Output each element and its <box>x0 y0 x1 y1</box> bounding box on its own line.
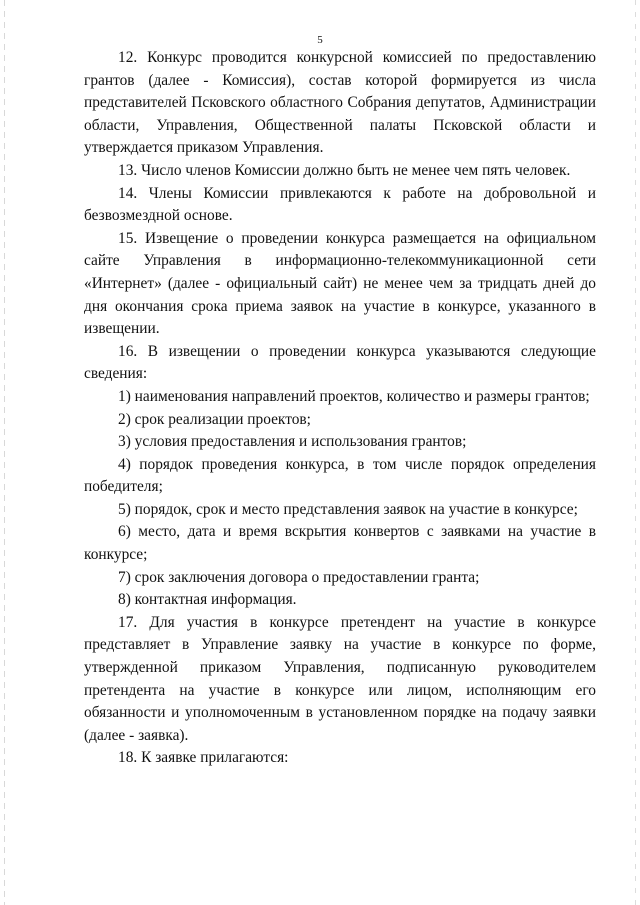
list-item-5: 5) порядок, срок и место представления заявок на участие в конкурсе; <box>118 500 578 518</box>
list-item-7: 7) срок заключения договора о предоставлении гранта; <box>118 568 480 586</box>
paragraph-18: 18. К заявке прилагаются: <box>118 749 289 767</box>
list-item-2: 2) срок реализации проектов; <box>118 410 311 428</box>
list-item-4: 4) порядок проведения конкурса, в том числе порядок определения победителя; <box>84 455 596 496</box>
paragraph-12: 12. Конкурс проводится конкурсной комиссией по предоставлению грантов (далее - Комиссия), состав которой формируется из числа представителей Псковского областного Собрания депутатов, Администрации области, Управления, Общественной палаты Псковской области и утверждается приказом Управления. <box>84 49 596 157</box>
scan-edge-left <box>4 0 5 905</box>
page-number: 5 <box>317 34 323 46</box>
scan-edge-right <box>635 0 636 905</box>
paragraph-17: 17. Для участия в конкурсе претендент на участие в конкурсе представляет в Управление заявку на участие в конкурсе по форме, утвержденной приказом Управления, подписанную руководителем претендента на участие в конкурсе или лицом, исполняющим его обязанности и уполномоченным в установленном порядке на подачу заявки (далее - заявка). <box>84 613 596 744</box>
list-item-8: 8) контактная информация. <box>118 591 297 609</box>
list-item-3: 3) условия предоставления и использования грантов; <box>118 433 467 451</box>
paragraph-14: 14. Члены Комиссии привлекаются к работе на добровольной и безвозмездной основе. <box>84 184 596 225</box>
paragraph-15: 15. Извещение о проведении конкурса размещается на официальном сайте Управления в информационно-телекоммуникационной сети «Интернет» (далее - официальный сайт) не менее чем за тридцать дней до дня окончания срока приема заявок на участие в конкурсе, указанного в извещении. <box>84 229 596 338</box>
list-item-1: 1) наименования направлений проектов, количество и размеры грантов; <box>118 387 590 405</box>
document-body <box>84 47 596 770</box>
paragraph-13: 13. Число членов Комиссии должно быть не менее чем пять человек. <box>118 161 571 179</box>
paragraph-16: 16. В извещении о проведении конкурса указываются следующие сведения: <box>84 342 596 383</box>
list-item-6: 6) место, дата и время вскрытия конвертов с заявками на участие в конкурсе; <box>84 523 596 564</box>
